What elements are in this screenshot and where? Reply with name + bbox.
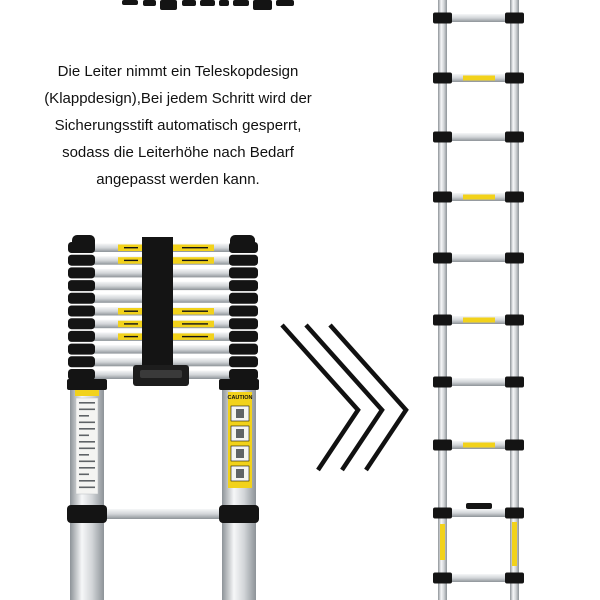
stacked-rung-left-cap xyxy=(68,344,95,355)
stacked-rung-right-cap xyxy=(229,255,258,266)
label-text-line xyxy=(79,474,89,476)
stacked-rung-left-cap xyxy=(68,331,95,342)
cropped-heading-fragment xyxy=(122,0,294,10)
rung-label-text-line xyxy=(182,311,208,312)
extended-rung-left-cap xyxy=(433,132,452,143)
heading-glyph-fragment xyxy=(219,0,229,6)
extended-rung-right-cap xyxy=(505,508,524,519)
rung-label-text-line xyxy=(182,260,208,261)
extended-rail-sticker xyxy=(512,522,517,566)
rung-label-text-line xyxy=(124,336,138,337)
extended-rung-left-cap xyxy=(433,440,452,451)
stacked-rung-right-cap xyxy=(229,318,258,329)
stacked-rung-left-cap xyxy=(68,267,95,278)
heading-glyph-fragment xyxy=(122,0,138,5)
extended-rung-yellow-label xyxy=(463,195,495,200)
bottom-rung-right-cap xyxy=(219,505,259,523)
transition-chevron-arrows xyxy=(282,325,406,470)
extended-ladder xyxy=(433,0,524,600)
description-line: angepasst werden kann. xyxy=(96,171,260,188)
description-line: (Klappdesign),Bei jedem Schritt wird der xyxy=(44,90,312,107)
label-text-line xyxy=(79,422,95,424)
strap-buckle-inner xyxy=(140,370,182,378)
stacked-rung-right-cap xyxy=(229,267,258,278)
extended-rung-right-cap xyxy=(505,377,524,388)
extended-rung-right-cap xyxy=(505,192,524,203)
extended-rung-left-cap xyxy=(433,377,452,388)
extended-rail-sticker xyxy=(440,524,445,560)
label-text-line xyxy=(79,415,89,417)
rung-label-text-line xyxy=(182,323,208,324)
extended-rung-bar xyxy=(446,378,511,386)
stacked-rung-left-cap xyxy=(68,280,95,291)
collapsed-ladder xyxy=(67,235,259,600)
description-text xyxy=(0,58,356,193)
extended-rung-right-cap xyxy=(505,573,524,584)
extended-rung-left-cap xyxy=(433,73,452,84)
description-line: Sicherungsstift automatisch gesperrt, xyxy=(54,117,302,134)
collapsed-ladder-labels xyxy=(227,395,252,401)
extended-rung-bar xyxy=(446,254,511,262)
rung-label-text-line xyxy=(124,247,138,248)
label-text-line xyxy=(79,461,95,463)
caution-label-text: CAUTION xyxy=(227,395,253,401)
stacked-rung-left-cap xyxy=(68,356,95,367)
caution-pictogram xyxy=(236,429,244,438)
securing-strap xyxy=(142,237,173,373)
label-text-line xyxy=(79,441,95,443)
extended-rung-left-cap xyxy=(433,13,452,24)
top-right-end-cap xyxy=(230,235,255,250)
extended-rung-right-cap xyxy=(505,253,524,264)
label-text-line xyxy=(79,402,95,404)
extended-rung-yellow-label xyxy=(463,443,495,448)
label-text-line xyxy=(79,428,95,430)
extended-rung-left-cap xyxy=(433,315,452,326)
stacked-rung-right-cap xyxy=(229,306,258,317)
rung-label-text-line xyxy=(182,336,208,337)
label-text-line xyxy=(79,409,95,411)
heading-glyph-fragment xyxy=(276,0,294,6)
rung-label-text-line xyxy=(124,311,138,312)
stacked-rung-right-cap xyxy=(229,293,258,304)
stacked-rung-right-cap xyxy=(229,344,258,355)
rung-label-text-line xyxy=(182,247,208,248)
extended-rung-right-cap xyxy=(505,315,524,326)
extended-rung-right-cap xyxy=(505,73,524,84)
description-line: sodass die Leiterhöhe nach Bedarf xyxy=(62,144,294,161)
label-text-line xyxy=(79,435,89,437)
caution-pictogram xyxy=(236,469,244,478)
extended-rung-right-cap xyxy=(505,132,524,143)
extended-rung-left-cap xyxy=(433,192,452,203)
stacked-rung-left-cap xyxy=(68,306,95,317)
label-text-line xyxy=(79,467,95,469)
extended-rung-yellow-label xyxy=(463,76,495,81)
caution-pictogram xyxy=(236,409,244,418)
rung-label-text-line xyxy=(124,323,138,324)
label-text-line xyxy=(79,448,95,450)
heading-glyph-fragment xyxy=(143,0,156,6)
extended-rung-bar xyxy=(446,509,511,517)
bottom-rung-bar xyxy=(104,509,222,519)
right-leg-collar xyxy=(219,379,259,390)
extended-lock-clip xyxy=(466,503,492,509)
heading-glyph-fragment xyxy=(233,0,249,6)
caution-pictogram xyxy=(236,449,244,458)
extended-rung-left-cap xyxy=(433,508,452,519)
bottom-rung-left-cap xyxy=(67,505,107,523)
extended-rung-yellow-label xyxy=(463,318,495,323)
stacked-rung-left-cap xyxy=(68,318,95,329)
extended-rung-right-cap xyxy=(505,13,524,24)
stacked-rung-right-cap xyxy=(229,280,258,291)
stacked-rung-left-cap xyxy=(68,369,95,380)
extended-rung-right-cap xyxy=(505,440,524,451)
stacked-rung-left-cap xyxy=(68,255,95,266)
label-text-line xyxy=(79,454,89,456)
extended-rung-bar xyxy=(446,133,511,141)
heading-glyph-fragment xyxy=(182,0,196,6)
label-text-line xyxy=(79,480,95,482)
extended-rung-left-cap xyxy=(433,573,452,584)
heading-glyph-fragment xyxy=(160,0,177,10)
stacked-rung-left-cap xyxy=(68,293,95,304)
heading-glyph-fragment xyxy=(200,0,215,6)
rung-label-text-line xyxy=(124,260,138,261)
left-leg-info-label xyxy=(76,398,98,494)
description-line: Die Leiter nimmt ein Teleskopdesign xyxy=(57,63,299,80)
extended-rung-bar xyxy=(446,14,511,22)
stacked-rung-right-cap xyxy=(229,331,258,342)
stacked-rung-right-cap xyxy=(229,369,258,380)
left-leg-collar xyxy=(67,379,107,390)
extended-rung-bar xyxy=(446,574,511,582)
stacked-rung-right-cap xyxy=(229,356,258,367)
heading-glyph-fragment xyxy=(253,0,272,10)
label-text-line xyxy=(79,487,95,489)
extended-rung-left-cap xyxy=(433,253,452,264)
top-left-end-cap xyxy=(72,235,95,250)
